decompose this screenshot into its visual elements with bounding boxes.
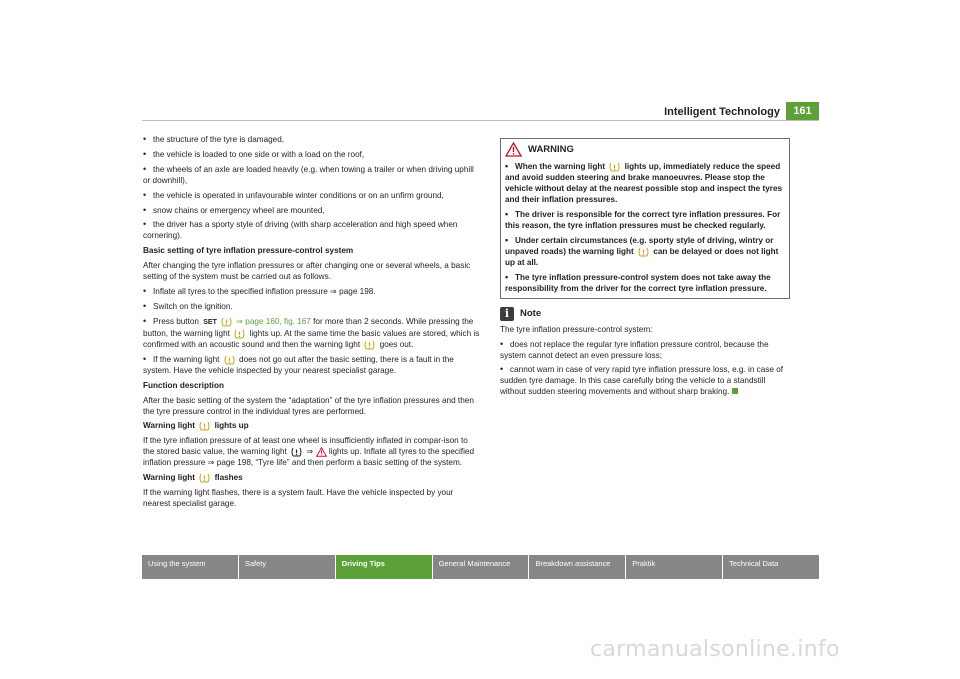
watermark: carmanualsonline.info (590, 637, 840, 662)
bullet-icon: • (143, 219, 147, 230)
list-item: • Press button SET ⇒ page 160, fig. 167 for more than 2 seconds. While pressing the button, the warning light lights up. At the same time the basic values are stored, which is confirmed with an acoustic sound and then the warning light goes out. (143, 315, 480, 349)
tyre-pressure-warning-lamp-icon (364, 340, 375, 350)
paragraph: After the basic setting of the system the “adaptation” of the tyre inflation pressures and then the tyre pressure control in the individual tyres are performed. (143, 395, 474, 416)
list-item: • Inflate all tyres to the specified inflation pressure ⇒ page 198. (143, 286, 376, 297)
list-item: • the structure of the tyre is damaged, (143, 134, 285, 144)
paragraph: The tyre inflation pressure-control system: (500, 324, 653, 334)
list-item: • When the warning light lights up, immediately reduce the speed and avoid sudden steering and brake manoeuvres. Please stop the vehicle without delay at the nearest possible stop and inspect the tyres and their inflation pressures. (505, 161, 783, 204)
bullet-icon: • (143, 315, 147, 326)
list-item: • Under certain circumstances (e.g. sporty style of driving, wintry or unpaved roads) the warning light can be delayed or does not light up at all. (505, 234, 779, 267)
bullet-icon: • (505, 161, 509, 171)
list-item: • the driver has a sporty style of driving (with sharp acceleration and high speed when cornering). (143, 219, 458, 241)
section-heading-function-description: Function description (143, 380, 224, 390)
running-header-title: Intelligent Technology (664, 106, 780, 118)
bullet-icon: • (143, 163, 147, 174)
section-heading-warning-light-lights-up: Warning light lights up (143, 421, 249, 431)
page-number: 161 (786, 102, 819, 120)
list-item: • Switch on the ignition. (143, 301, 233, 312)
bottom-navigation (142, 555, 819, 579)
paragraph: If the tyre inflation pressure of at least one wheel is insufficiently inflated in compar-ison to the stored basic value, the warning light ⇒ lights up. Inflate all tyres to the specified inflation pressure ⇒ page 198, “Tyre life” and then perform a basic setting of the system. (143, 436, 475, 468)
bullet-icon: • (143, 301, 147, 312)
section-heading-warning-light-flashes: Warning light flashes (143, 473, 243, 483)
list-item: • the wheels of an axle are loaded heavily (e.g. when towing a trailer or when driving uphill or downhill), (143, 163, 474, 185)
bullet-icon: • (143, 148, 147, 159)
paragraph: After changing the tyre inflation pressures or after changing one or several wheels, a basic setting of the system must be carried out as follows. (143, 261, 471, 282)
left-column (143, 134, 481, 513)
warning-triangle-icon (316, 447, 327, 457)
tab-driving-tips[interactable]: Driving Tips (336, 555, 432, 579)
list-item: • The driver is responsible for the correct tyre inflation pressures. For this reason, the tyre inflation pressures must be checked regularly. (505, 208, 781, 230)
set-button-icon: SET (203, 318, 217, 326)
bullet-icon: • (500, 364, 504, 375)
section-heading-basic-setting: Basic setting of tyre inflation pressure-control system (143, 246, 354, 256)
list-item: • The tyre inflation pressure-control system does not take away the responsibility from the driver for the correct tyre inflation pressure. (505, 271, 771, 293)
note-info-icon: i (500, 307, 514, 321)
bullet-icon: • (143, 189, 147, 200)
page-reference-link[interactable]: ⇒ page 160, fig. 167 (236, 316, 311, 326)
list-item: • the vehicle is operated in unfavourable winter conditions or on an unfirm ground, (143, 189, 444, 200)
bullet-icon: • (500, 338, 504, 349)
tab-general-maintenance[interactable]: General Maintenance (433, 555, 529, 579)
tyre-pressure-warning-lamp-icon (609, 162, 620, 172)
warning-header (505, 142, 783, 157)
warning-title: WARNING (528, 144, 574, 155)
note-title: Note (520, 308, 542, 320)
list-item: • If the warning light does not go out after the basic setting, there is a fault in the system. Have the vehicle inspected by your nearest specialist garage. (143, 353, 454, 375)
bullet-icon: • (143, 286, 147, 297)
bullet-icon: • (505, 271, 509, 282)
tab-safety[interactable]: Safety (239, 555, 335, 579)
tyre-pressure-warning-lamp-icon (221, 317, 232, 327)
warning-box (500, 138, 790, 299)
tab-using-the-system[interactable]: Using the system (142, 555, 238, 579)
tab-praktik[interactable]: Praktik (626, 555, 722, 579)
list-item: • the vehicle is loaded to one side or with a load on the roof, (143, 148, 365, 159)
bullet-icon: • (143, 134, 147, 144)
note-header (500, 307, 790, 321)
tab-technical-data[interactable]: Technical Data (723, 555, 819, 579)
list-item: • cannot warn in case of very rapid tyre inflation pressure loss, e.g. in case of sudden tyre damage. In this case carefully bring the vehicle to a standstill without sudden steering movements and without sharp braking. (500, 364, 784, 397)
tyre-pressure-warning-lamp-icon (638, 247, 649, 257)
tab-breakdown-assistance[interactable]: Breakdown assistance (529, 555, 625, 579)
bullet-icon: • (505, 234, 509, 245)
paragraph: If the warning light flashes, there is a system fault. Have the vehicle inspected by your nearest specialist garage. (143, 488, 454, 509)
end-of-section-icon (732, 388, 738, 394)
tyre-pressure-warning-lamp-icon (291, 447, 302, 457)
warning-triangle-icon (505, 142, 522, 157)
list-item: • snow chains or emergency wheel are mounted, (143, 204, 325, 215)
bullet-icon: • (143, 353, 147, 364)
right-column (500, 138, 790, 401)
bullet-icon: • (505, 208, 509, 219)
tyre-pressure-warning-lamp-icon (234, 329, 245, 339)
tyre-pressure-warning-lamp-icon (199, 473, 210, 483)
tyre-pressure-warning-lamp-icon (199, 421, 210, 431)
tyre-pressure-warning-lamp-icon (224, 355, 235, 365)
header-rule (142, 120, 819, 121)
bullet-icon: • (143, 204, 147, 215)
list-item: • does not replace the regular tyre inflation pressure control, because the system cannot detect an even pressure loss; (500, 338, 769, 360)
